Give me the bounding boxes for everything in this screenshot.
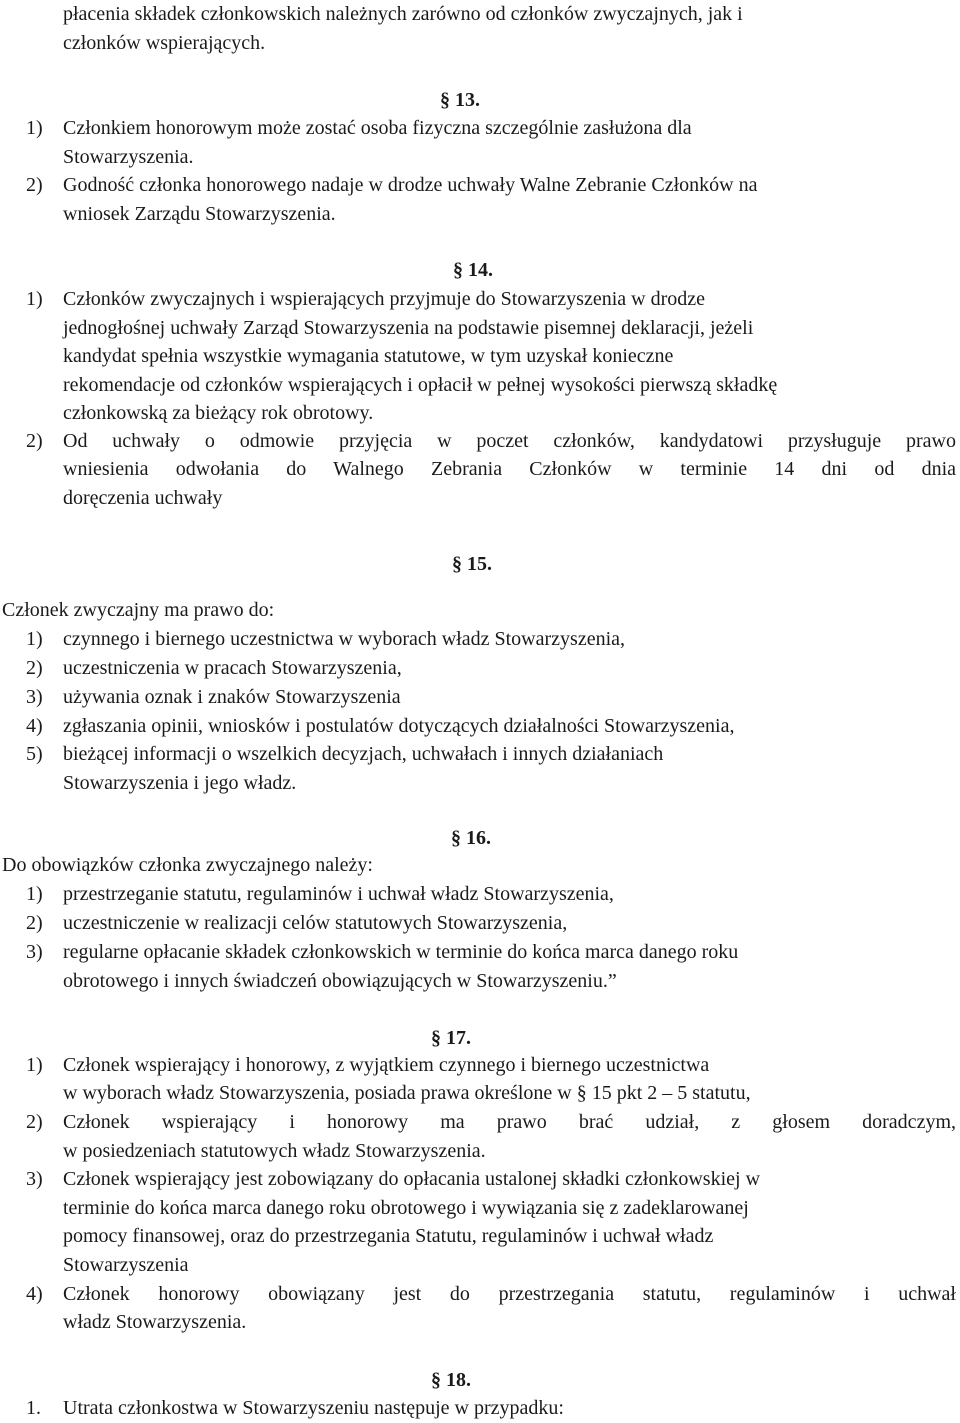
s15-item-4-text: zgłaszania opinii, wniosków i postulatów dotyczących działalności Stowarzyszenia,	[63, 715, 735, 737]
s16-item-1-text: przestrzeganie statutu, regulaminów i uchwał władz Stowarzyszenia,	[63, 883, 614, 905]
s16-item-1-number: 1)	[26, 883, 43, 905]
s18-item-1-number: 1.	[26, 1397, 41, 1419]
s14-item-2-line-1: Od uchwały o odmowie przyjęcia w poczet członków, kandydatowi przysługuje prawo	[63, 430, 956, 452]
s18-item-1-line-1: Utrata członkostwa w Stowarzyszeniu następuje w przypadku:	[63, 1397, 564, 1419]
intro-line-2: członków wspierających.	[63, 32, 266, 54]
s17-item-3-line-1: Członek wspierający jest zobowiązany do opłacania ustalonej składki członkowskiej w	[63, 1168, 761, 1190]
section-14-heading: § 14.	[453, 259, 493, 281]
paragraph-sign: §	[451, 827, 466, 849]
s17-item-1-line-1: Członek wspierający i honorowy, z wyjątkiem czynnego i biernego uczestnictwa	[63, 1054, 710, 1076]
s15-item-5-number: 5)	[26, 743, 43, 765]
s13-item-1-line-1: Członkiem honorowym może zostać osoba fizyczna szczególnie zasłużona dla	[63, 117, 692, 139]
s16-item-2-text: uczestniczenie w realizacji celów statutowych Stowarzyszenia,	[63, 912, 568, 934]
s13-item-2-line-2: wniosek Zarządu Stowarzyszenia.	[63, 203, 336, 225]
s17-item-2-number: 2)	[26, 1111, 43, 1133]
s15-item-5-line-2: Stowarzyszenia i jego władz.	[63, 772, 297, 794]
s15-item-5-line-1: bieżącej informacji o wszelkich decyzjach, uchwałach i innych działaniach	[63, 743, 664, 765]
s14-item-1-line-5: członkowską za bieżący rok obrotowy.	[63, 402, 374, 424]
s15-item-2-number: 2)	[26, 657, 43, 679]
intro-line-1: płacenia składek członkowskich należnych zarówno od członków zwyczajnych, jak i	[63, 3, 743, 25]
paragraph-sign: §	[452, 553, 467, 575]
s13-item-1-line-2: Stowarzyszenia.	[63, 146, 194, 168]
s17-item-3-line-3: pomocy finansowej, oraz do przestrzegania Statutu, regulaminów i uchwał władz	[63, 1225, 714, 1247]
s14-item-1-line-2: jednogłośnej uchwały Zarząd Stowarzyszenia na podstawie pisemnej deklaracji, jeżeli	[63, 317, 754, 339]
s17-item-3-line-4: Stowarzyszenia	[63, 1254, 189, 1276]
s16-item-3-line-1: regularne opłacanie składek członkowskich w terminie do końca marca danego roku	[63, 941, 739, 963]
s13-item-2-number: 2)	[26, 174, 43, 196]
s14-item-2-number: 2)	[26, 430, 43, 452]
s16-item-3-number: 3)	[26, 941, 43, 963]
section-17-heading: § 17.	[431, 1027, 471, 1049]
s15-item-3-text: używania oznak i znaków Stowarzyszenia	[63, 686, 401, 708]
s13-item-2-line-1: Godność członka honorowego nadaje w drodze uchwały Walne Zebranie Członków na	[63, 174, 758, 196]
s17-item-1-number: 1)	[26, 1054, 43, 1076]
s17-item-4-line-2: władz Stowarzyszenia.	[63, 1311, 247, 1333]
paragraph-sign: §	[440, 89, 455, 111]
s17-item-3-number: 3)	[26, 1168, 43, 1190]
s16-item-2-number: 2)	[26, 912, 43, 934]
s15-item-3-number: 3)	[26, 686, 43, 708]
s16-lead: Do obowiązków członka zwyczajnego należy:	[2, 854, 373, 876]
s15-lead: Członek zwyczajny ma prawo do:	[2, 599, 275, 621]
s15-item-4-number: 4)	[26, 715, 43, 737]
s15-item-2-text: uczestniczenia w pracach Stowarzyszenia,	[63, 657, 402, 679]
section-16-heading: § 16.	[451, 827, 491, 849]
s14-item-1-line-3: kandydat spełnia wszystkie wymagania statutowe, w tym uzyskał konieczne	[63, 345, 674, 367]
section-18-heading: § 18.	[431, 1369, 471, 1391]
s17-item-1-line-2: w wyborach władz Stowarzyszenia, posiada prawa określone w § 15 pkt 2 – 5 statutu,	[63, 1082, 751, 1104]
s17-item-4-line-1: Członek honorowy obowiązany jest do przestrzegania statutu, regulaminów i uchwał	[63, 1283, 956, 1305]
s17-item-3-line-2: terminie do końca marca danego roku obrotowego i wywiązania się z zadeklarowanej	[63, 1197, 749, 1219]
s14-item-2-line-3: doręczenia uchwały	[63, 487, 223, 509]
paragraph-sign: §	[453, 259, 468, 281]
paragraph-sign: §	[431, 1369, 446, 1391]
section-15-heading: § 15.	[452, 553, 492, 575]
s17-item-2-line-1: Członek wspierający i honorowy ma prawo brać udział, z głosem doradczym,	[63, 1111, 956, 1133]
s17-item-4-number: 4)	[26, 1283, 43, 1305]
s15-item-1-text: czynnego i biernego uczestnictwa w wyborach władz Stowarzyszenia,	[63, 628, 626, 650]
s14-item-1-line-1: Członków zwyczajnych i wspierających przyjmuje do Stowarzyszenia w drodze	[63, 288, 705, 310]
s16-item-3-line-2: obrotowego i innych świadczeń obowiązujących w Stowarzyszeniu.”	[63, 970, 617, 992]
s17-item-2-line-2: w posiedzeniach statutowych władz Stowarzyszenia.	[63, 1140, 486, 1162]
s13-item-1-number: 1)	[26, 117, 43, 139]
paragraph-sign: §	[431, 1027, 446, 1049]
s14-item-2-line-2: wniesienia odwołania do Walnego Zebrania Członków w terminie 14 dni od dnia	[63, 458, 956, 480]
s14-item-1-number: 1)	[26, 288, 43, 310]
s15-item-1-number: 1)	[26, 628, 43, 650]
section-13-heading: § 13.	[440, 89, 480, 111]
s14-item-1-line-4: rekomendacje od członków wspierających i opłacił w pełnej wysokości pierwszą składkę	[63, 374, 778, 396]
